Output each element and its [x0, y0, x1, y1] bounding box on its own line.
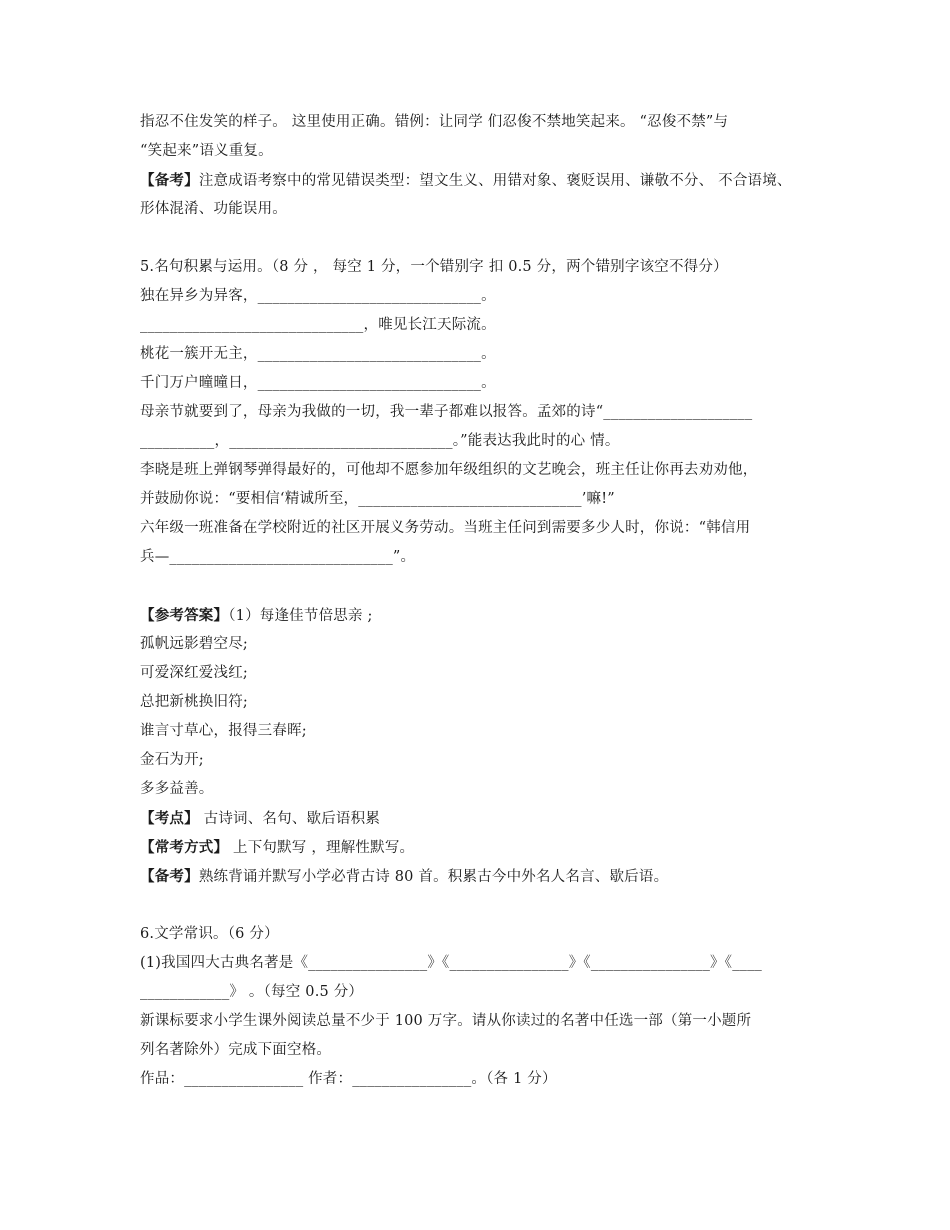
q5-line-8: 并鼓励你说：“要相信‘精诚所至，______________________________’嘛!” — [140, 491, 615, 507]
answer-line-6: 多多益善。 — [140, 781, 214, 797]
kaodian-line — [140, 804, 830, 833]
answer-first-line — [140, 601, 830, 630]
beikao-tag: 【备考】 — [140, 172, 199, 189]
q5-line-5: 母亲节就要到了，母亲为我做的一切，我一辈子都难以报答。孟郊的诗“____________________ — [140, 404, 753, 420]
answer-line-1: 孤帆远影碧空尽; — [140, 636, 248, 652]
q5-line-7: 李晓是班上弹钢琴弹得最好的，可他却不愿参加年级组织的文艺晚会，班主任让你再去劝劝他， — [140, 462, 758, 478]
answer-line-5: 金石为开; — [140, 752, 204, 768]
q5-line-10: 兵—______________________________”。 — [140, 549, 416, 565]
fangshi-line — [140, 833, 830, 862]
kaodian-tag: 【考点】 — [140, 810, 199, 827]
q5-title: 5.名句积累与运用。（8 分 ， 每空 1 分，一个错别字 扣 0.5 分，两个错别字该空不得分） — [140, 259, 728, 275]
intro-line-1: 指忍不住发笑的样子。 这里使用正确。错例：让同学 们忍俊不禁地笑起来。 “忍俊不禁”与 — [140, 114, 729, 130]
answer-line-4: 谁言寸草心，报得三春晖; — [140, 723, 307, 739]
beikao2-tag: 【备考】 — [140, 868, 199, 885]
q6-line-2: ____________》 。（每空 0.5 分） — [140, 984, 364, 1000]
beikao-line-1 — [140, 166, 830, 195]
fangshi-text: 上下句默写 ，理解性默写。 — [228, 840, 415, 856]
answer-line-3: 总把新桃换旧符; — [140, 694, 248, 710]
beikao-line-2: 形体混淆、功能误用。 — [140, 201, 287, 217]
q6-title: 6.文学常识。（6 分） — [140, 926, 279, 942]
answer-line-2: 可爱深红爱浅红; — [140, 665, 248, 681]
beikao2-text: 熟练背诵并默写小学必背古诗 80 首。积累古今中外名人名言、歇后语。 — [198, 869, 669, 885]
q5-line-9: 六年级一班准备在学校附近的社区开展义务劳动。当班主任问到需要多少人时，你说：“韩信用 — [140, 520, 751, 536]
q5-line-3: 桃花一簇开无主，______________________________。 — [140, 346, 496, 362]
q6-line-1: (1)我国四大古典名著是《________________》《________________》《________________》《____ — [140, 955, 762, 971]
document-page — [140, 108, 830, 1094]
q6-line-4: 列名著除外）完成下面空格。 — [140, 1042, 332, 1058]
beikao-text-1: 注意成语考察中的常见错误类型：望文生义、用错对象、褒贬误用、谦敬不分、 不合语境、 — [198, 173, 792, 189]
q5-line-6: __________，______________________________。”能表达我此时的心 情。 — [140, 433, 620, 449]
beikao2-line — [140, 862, 830, 891]
q5-line-2: ______________________________，唯见长江天际流。 — [140, 317, 496, 333]
kaodian-text: 古诗词、名句、歇后语积累 — [198, 811, 381, 827]
q5-line-4: 千门万户曈曈日，______________________________。 — [140, 375, 496, 391]
fangshi-tag: 【常考方式】 — [140, 839, 229, 856]
q5-line-1: 独在异乡为异客，______________________________。 — [140, 288, 496, 304]
answer-first: （1）每逢佳节倍思亲 ; — [228, 608, 373, 624]
answer-tag: 【参考答案】 — [140, 607, 229, 624]
q6-line-3: 新课标要求小学生课外阅读总量不少于 100 万字。请从你读过的名著中任选一部（第一小题所 — [140, 1013, 752, 1029]
q6-line-5: 作品：________________ 作者：________________。（各 1 分） — [140, 1071, 557, 1087]
intro-line-2: “笑起来”语义重复。 — [140, 143, 273, 159]
